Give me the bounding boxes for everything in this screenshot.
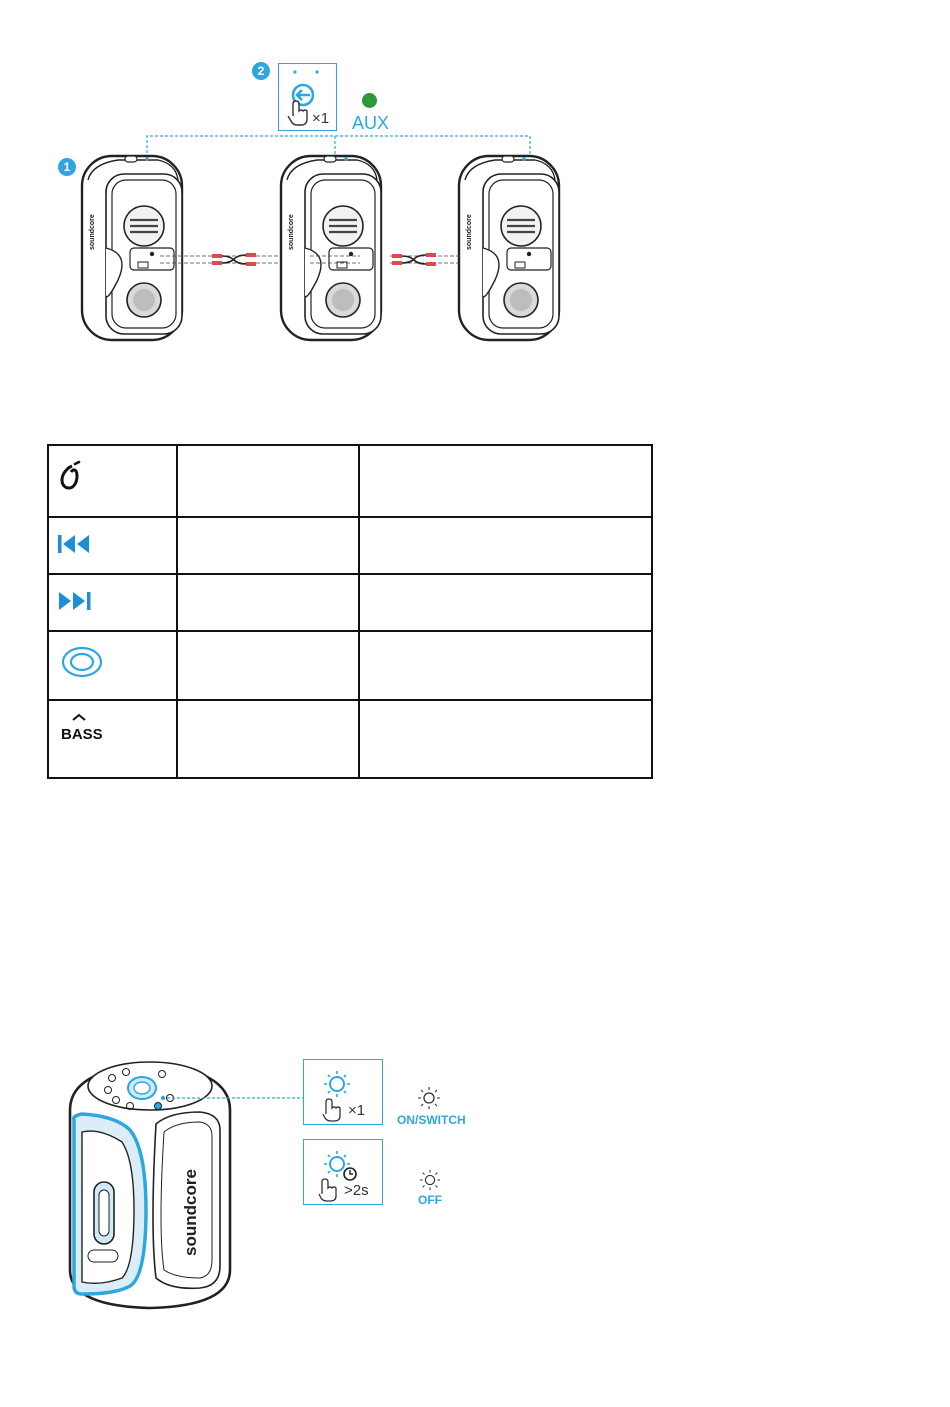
aux-label: AUX [352,113,390,133]
table-row [48,445,652,517]
step-1-badge: 1 [58,158,76,176]
light-hold-icon [304,1140,382,1204]
svg-text:soundcore: soundcore [466,214,473,250]
table-row [48,574,652,631]
aux-cables [160,248,530,272]
hold-box [303,1139,383,1205]
bass-icon-text: BASS [61,726,103,743]
press-count-label: ×1 [312,110,330,127]
aux-cable-right [392,253,436,266]
aux-cable-left [212,253,256,266]
press-once-box [303,1059,383,1125]
light-press-once-icon [304,1060,382,1124]
light-control-diagram [0,1040,950,1320]
soundcore-logo-icon [59,460,83,490]
aux-button-box [278,63,337,131]
next-track-icon [57,591,93,611]
table-row [48,517,652,574]
step-2-badge: 2 [252,62,270,80]
light-off-icon [419,1169,441,1191]
speaker-brand-text: soundcore [181,1169,200,1256]
press-once-count: ×1 [348,1102,366,1119]
partycast-ring-icon [61,646,103,678]
table-row [48,700,652,778]
speaker-top-view [60,1050,240,1312]
bass-boost-icon [59,713,103,743]
svg-text:soundcore: soundcore [288,214,295,250]
svg-text:soundcore: soundcore [89,214,96,250]
light-on-icon [417,1086,441,1110]
hold-duration: >2s [344,1182,369,1199]
on-switch-label: ON/SWITCH [397,1113,466,1127]
aux-led-indicator [362,93,377,108]
table-row [48,631,652,700]
aux-pairing-diagram [0,0,950,360]
controls-table [47,444,653,779]
previous-track-icon [57,534,93,554]
button-connector-line [160,1095,305,1105]
off-label: OFF [418,1193,442,1207]
